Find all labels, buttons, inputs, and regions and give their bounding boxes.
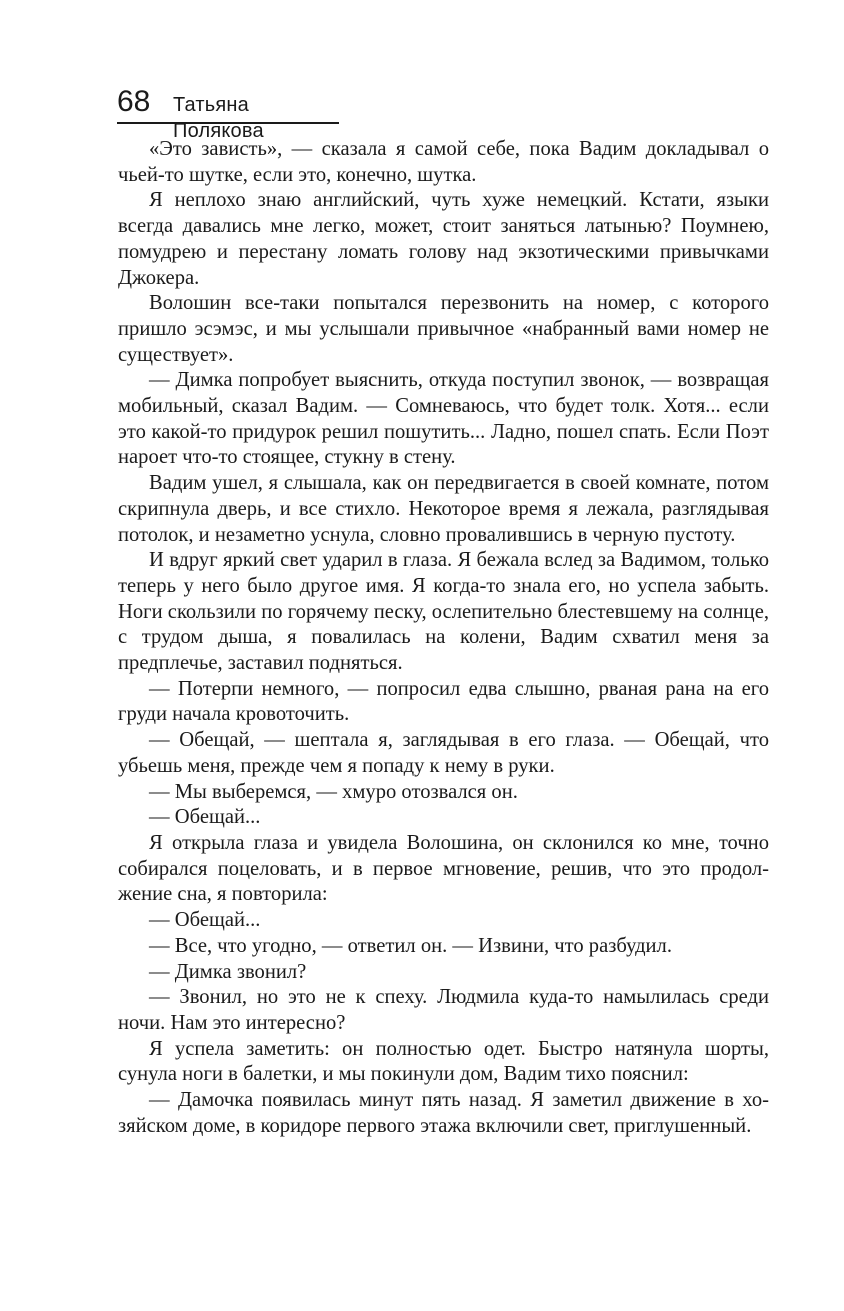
paragraph: — Обещай... [149, 806, 261, 829]
paragraph: — Все, что угодно, — ответил он. — Извини, что разбудил. [149, 934, 672, 957]
paragraph: Волошин все-таки попытался перезвонить на номер, с которого пришло эсэмэс, и мы услышали привычное «набранный вами номер не существует». [118, 292, 769, 366]
page-header [117, 84, 339, 142]
running-title: Татьяна Полякова [173, 94, 264, 142]
page-number: 68 [117, 85, 151, 118]
body-text [118, 137, 769, 1139]
paragraph: — Дамочка появилась минут пять назад. Я заметил движение в хозяйском доме, в коридоре первого этажа включили свет, приглушенный. [118, 1089, 769, 1137]
paragraph: — Димка попробует выяснить, откуда поступил звонок, — возвращая мобильный, сказал Вадим. — Сомневаюсь, что будет толк. Хотя... если это какой-то придурок решил пошутить... Ладно, пошел спать. Если Поэт нароет что-то стоящее, стукну в стену. [118, 369, 769, 469]
paragraph: Вадим ушел, я слышала, как он передвигается в своей комнате, потом скрипнула дверь, и все стихло. Некоторое время я лежала, разглядывая потолок, и незаметно уснула, словно провалившись в черную пустоту. [118, 472, 769, 546]
paragraph: — Обещай, — шептала я, заглядывая в его глаза. — Обещай, что убьешь меня, прежде чем я попаду к нему в руки. [118, 729, 769, 777]
paragraph: И вдруг яркий свет ударил в глаза. Я бежала вслед за Вадимом, только теперь у него было другое имя. Я когда-то знала его, но успела забыть. Ноги скользили по горячему песку, ослепительно блестевшему на солнце, с трудом дыша, я повалилась на колени, Вадим схватил меня за предплечье, заставил подняться. [118, 549, 769, 675]
paragraph: — Звонил, но это не к спеху. Людмила куда-то намылилась среди ночи. Нам это интересно? [118, 986, 769, 1034]
paragraph: — Потерпи немного, — попросил едва слышно, рваная рана на его груди начала кровоточить. [118, 677, 769, 726]
paragraph: — Обещай... [149, 909, 261, 932]
paragraph: «Это зависть», — сказала я самой себе, пока Вадим докладывал о чьей-то шутке, если это, конечно, шутка. [118, 138, 769, 186]
paragraph: Я неплохо знаю английский, чуть хуже немецкий. Кстати, языки всегда давались мне легко, может, стоит заняться латынью? Поумнею, помудрею и перестану ломать голову над экзотическими привычками Джокера. [118, 189, 769, 289]
paragraph: Я открыла глаза и увидела Волошина, он склонился ко мне, точно собирался поцеловать, и в первое мгновение, решив, что это продолжение сна, я повторила: [118, 831, 769, 906]
paragraph: — Димка звонил? [149, 960, 307, 983]
paragraph: — Мы выберемся, — хмуро отозвался он. [149, 780, 518, 803]
paragraph: Я успела заметить: он полностью одет. Быстро натянула шорты, сунула ноги в балетки, и мы покинули дом, Вадим тихо пояснил: [118, 1037, 769, 1086]
